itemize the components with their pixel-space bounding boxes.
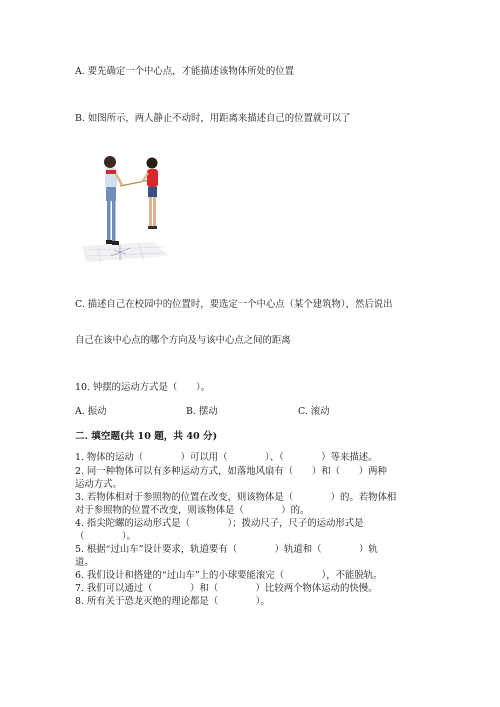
fill-item-line: （ ）。: [75, 531, 136, 542]
fill-item-line: 道。: [75, 557, 94, 568]
fill-item-line: 4. 指尖陀螺的运动形式是（ ）；拨动尺子，尺子的运动形式是: [75, 518, 364, 529]
option-c-line-1: C. 描述自己在校园中的位置时，要选定一个中心点（某个建筑物），然后说出: [75, 299, 393, 310]
fill-item-line: 5. 根据“过山车”设计要求，轨道要有（ ）轨道和（ ）轨: [75, 544, 378, 555]
fill-item-line: 2. 同一种物体可以有多种运动方式，如落地风扇有（ ）和（ ）两种: [75, 466, 387, 477]
fill-item-line: 3. 若物体相对于参照物的位置在改变，则该物体是（ ）的。若物体相: [75, 492, 397, 503]
option-a: A. 要先确定一个中心点，才能描述该物体所处的位置: [75, 66, 294, 77]
fill-item-line: 1. 物体的运动（ ）可以用（ ）、（ ）等来描述。: [75, 452, 378, 463]
question-10-option-c: C. 滚动: [298, 406, 330, 417]
fill-item-line: 运动方式。: [75, 479, 122, 490]
option-b: B. 如图所示，两人静止不动时，用距离来描述自己的位置就可以了: [75, 113, 351, 124]
section-2-heading: 二. 填空题(共 10 题，共 40 分): [75, 431, 218, 442]
option-c-line-2: 自己在该中心点的哪个方向及与该中心点之间的距离: [75, 335, 291, 346]
fill-item-line: 7. 我们可以通过（ ）和（ ）比较两个物体运动的快慢。: [75, 583, 378, 594]
two-children-illustration: [78, 150, 170, 268]
fill-item-line: 6. 我们设计和搭建的“过山车”上的小球要能滚完（ ），不能脱轨。: [75, 570, 383, 581]
question-10-option-b: B. 摆动: [186, 406, 218, 417]
question-10-option-a: A. 振动: [75, 406, 107, 417]
fill-item-line: 对于参照物的位置不改变，则该物体是（ ）的。: [75, 505, 310, 516]
fill-item-line: 8. 所有关于恐龙灭绝的理论都是（ ）。: [75, 596, 270, 607]
question-10: 10. 钟摆的运动方式是（ ）。: [75, 382, 211, 393]
